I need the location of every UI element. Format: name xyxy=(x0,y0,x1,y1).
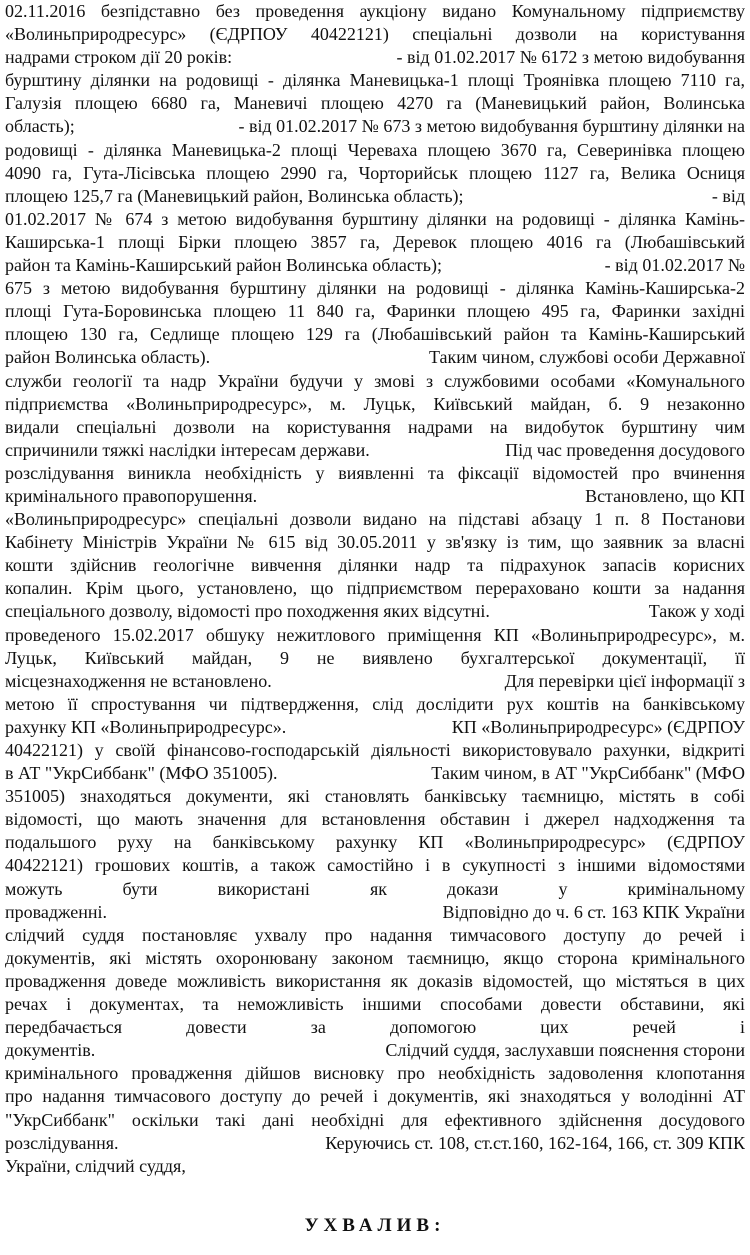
text-line: площею 130 га, Седлище площею 129 га (Любашівський район та Камінь-Каширський xyxy=(5,324,745,345)
text-line: родовищі - ділянка Маневицька-2 площі Череваха площею 3670 га, Северинівка площею xyxy=(5,139,745,160)
text-line xyxy=(5,600,745,623)
text-segment-left: розслідування. xyxy=(5,1132,119,1153)
text-segment-right: Відповідно до ч. 6 ст. 163 КПК України xyxy=(442,901,745,922)
text-line: відомості, що мають значення для встановлення обставин і джерел надходження та xyxy=(5,809,745,830)
text-segment-right: Під час проведення досудового xyxy=(505,439,745,460)
text-line: 01.02.2017 № 674 з метою видобування бурштину ділянки на родовищі - ділянка Камінь- xyxy=(5,208,745,229)
text-segment-left: спеціального дозволу, відомості про походження яких відсутні. xyxy=(5,601,490,622)
text-line: провадження доведе можливість використання як доказів відомостей, що містяться в цих xyxy=(5,970,745,991)
text-line: "УкрСиббанк" оскільки такі дані необхідні для ефективного здійснення досудового xyxy=(5,1109,745,1130)
text-segment-right: Встановлено, що КП xyxy=(585,485,745,506)
text-line: розслідування виникла необхідність у виявленні та фіксації відомостей про вчинення xyxy=(5,462,745,483)
resolution-heading: УХВАЛИВ: xyxy=(304,1215,446,1236)
text-segment-left: спричинили тяжкі наслідки інтересам держави. xyxy=(5,439,370,460)
text-segment-right: - від 01.02.2017 № 673 з метою видобування бурштину ділянки на xyxy=(238,116,745,137)
text-line xyxy=(5,670,745,693)
text-line: 4090 га, Гута-Лісівська площею 2990 га, Чорторийськ площею 1127 га, Велика Осниця xyxy=(5,162,745,183)
text-line xyxy=(5,439,745,462)
text-line: копалин. Крім цього, установлено, що підприємством перераховано кошти за надання xyxy=(5,578,745,599)
document-body xyxy=(5,0,745,1178)
text-segment-right: Слідчий суддя, заслухавши пояснення сторони xyxy=(385,1040,745,1061)
text-line: видали спеціальні дозволи на користування надрами на видобуток бурштину чим xyxy=(5,416,745,437)
text-line xyxy=(5,901,745,924)
text-segment-left: кримінального правопорушення. xyxy=(5,485,258,506)
text-segment-right: - від 01.02.2017 № 6172 з метою видобування xyxy=(396,47,745,68)
text-line xyxy=(5,716,745,739)
text-line xyxy=(5,485,745,508)
text-line xyxy=(5,185,745,208)
text-segment-left: в АТ "УкрСиббанк" (МФО 351005). xyxy=(5,763,278,784)
text-line xyxy=(5,1039,745,1062)
text-line: «Волиньприродресурс» спеціальні дозволи видано на підставі абзацу 1 п. 8 Постанови xyxy=(5,509,745,530)
text-line: Кабінету Міністрів України № 615 від 30.05.2011 у зв'язку із тим, що заявник за власні xyxy=(5,532,745,553)
text-segment-left: місцезнаходження не встановлено. xyxy=(5,670,272,691)
text-line: метою її спростування чи підтвердження, слід дослідити рух коштів на банківському xyxy=(5,693,745,714)
text-line: України, слідчий суддя, xyxy=(5,1155,186,1176)
text-segment-right: КП «Волиньприродресурс» (ЄДРПОУ xyxy=(451,716,745,737)
text-line: документів, які містять охоронювану законом таємницю, якщо сторона кримінального xyxy=(5,947,745,968)
text-segment-left: провадженні. xyxy=(5,901,107,922)
text-line: Галузія площею 6680 га, Маневичі площею 4270 га (Маневицький район, Волинська xyxy=(5,93,745,114)
text-line xyxy=(5,346,745,369)
text-line: подальшого руху на банківському рахунку КП «Волиньприродресурс» (ЄДРПОУ xyxy=(5,832,745,853)
text-segment-right: Також у ході xyxy=(648,601,745,622)
text-line xyxy=(5,1132,745,1155)
text-line xyxy=(5,254,745,277)
text-line: кошти здійснив геологічне вивчення ділянки надр та підрахунок запасів корисних xyxy=(5,555,745,576)
text-line: слідчий суддя постановляє ухвалу про надання тимчасового доступу до речей і xyxy=(5,924,745,945)
text-line: 40422121) грошових коштів, а також самостійно і в сукупності з іншими відомостями xyxy=(5,855,745,876)
text-segment-left: район Волинська область). xyxy=(5,347,211,368)
text-line: можуть бути використані як докази у кримінальному xyxy=(5,878,745,899)
text-segment-right: - від 01.02.2017 № xyxy=(604,255,745,276)
text-line: площі Гута-Боровинська площею 11 840 га, Фаринки площею 495 га, Фаринки західні xyxy=(5,301,745,322)
text-segment-left: область); xyxy=(5,116,75,137)
text-segment-left: документів. xyxy=(5,1040,96,1061)
text-segment-right: Таким чином, службові особи Державної xyxy=(428,347,745,368)
text-segment-left: площею 125,7 га (Маневицький район, Волинська область); xyxy=(5,185,464,206)
text-line: Каширська-1 площі Бірки площею 3857 га, Деревок площею 4016 га (Любашівський xyxy=(5,231,745,252)
text-line: проведеного 15.02.2017 обшуку нежитлового приміщення КП «Волиньприродресурс», м. xyxy=(5,624,745,645)
text-line: «Волиньприродресурс» (ЄДРПОУ 40422121) спеціальні дозволи на користування xyxy=(5,24,745,45)
text-line xyxy=(5,115,745,138)
text-segment-right: - від xyxy=(711,185,745,206)
text-line: 40422121) у своїй фінансово-господарській діяльності використовувало рахунки, відкриті xyxy=(5,740,745,760)
text-segment-left: рахунку КП «Волиньприродресурс». xyxy=(5,716,287,737)
text-segment-left: район та Камінь-Каширський район Волинська область); xyxy=(5,255,442,276)
text-line: кримінального провадження дійшов висновку про необхідність задоволення клопотання xyxy=(5,1063,745,1084)
text-line: підприємства «Волиньприродресурс», м. Луцьк, Київський майдан, б. 9 незаконно xyxy=(5,393,745,414)
text-segment-right: Керуючись ст. 108, ст.ст.160, 162-164, 166, ст. 309 КПК xyxy=(325,1132,745,1153)
text-segment-right: Таким чином, в АТ "УкрСиббанк" (МФО xyxy=(431,763,745,784)
text-line xyxy=(5,762,745,785)
text-line: 351005) знаходяться документи, які становлять банківську таємницю, містять в собі xyxy=(5,786,745,807)
text-segment-left: надрами строком дії 20 років: xyxy=(5,47,233,68)
text-line: передбачається довести за допомогою цих речей і xyxy=(5,1017,745,1038)
text-line: бурштину ділянки на родовищі - ділянка Маневицька-1 площі Троянівка площею 7110 га, xyxy=(5,70,745,91)
text-segment-right: Для перевірки цієї інформації з xyxy=(504,670,745,691)
text-line: про надання тимчасового доступу до речей і документів, які знаходяться у володінні АТ xyxy=(5,1086,745,1107)
text-line: 02.11.2016 безпідставно без проведення аукціону видано Комунальному підприємству xyxy=(5,1,745,21)
text-line: служби геології та надр України будучи у змові з службовими особами «Комунального xyxy=(5,370,745,391)
text-line: Луцьк, Київський майдан, 9 не виявлено бухгалтерської документації, її xyxy=(5,647,745,668)
text-line xyxy=(5,46,745,69)
text-line: речах і документах, та неможливість іншими способами довести обставини, які xyxy=(5,994,745,1015)
text-line: 675 з метою видобування бурштину ділянки на родовищі - ділянка Камінь-Каширська-2 xyxy=(5,278,745,299)
